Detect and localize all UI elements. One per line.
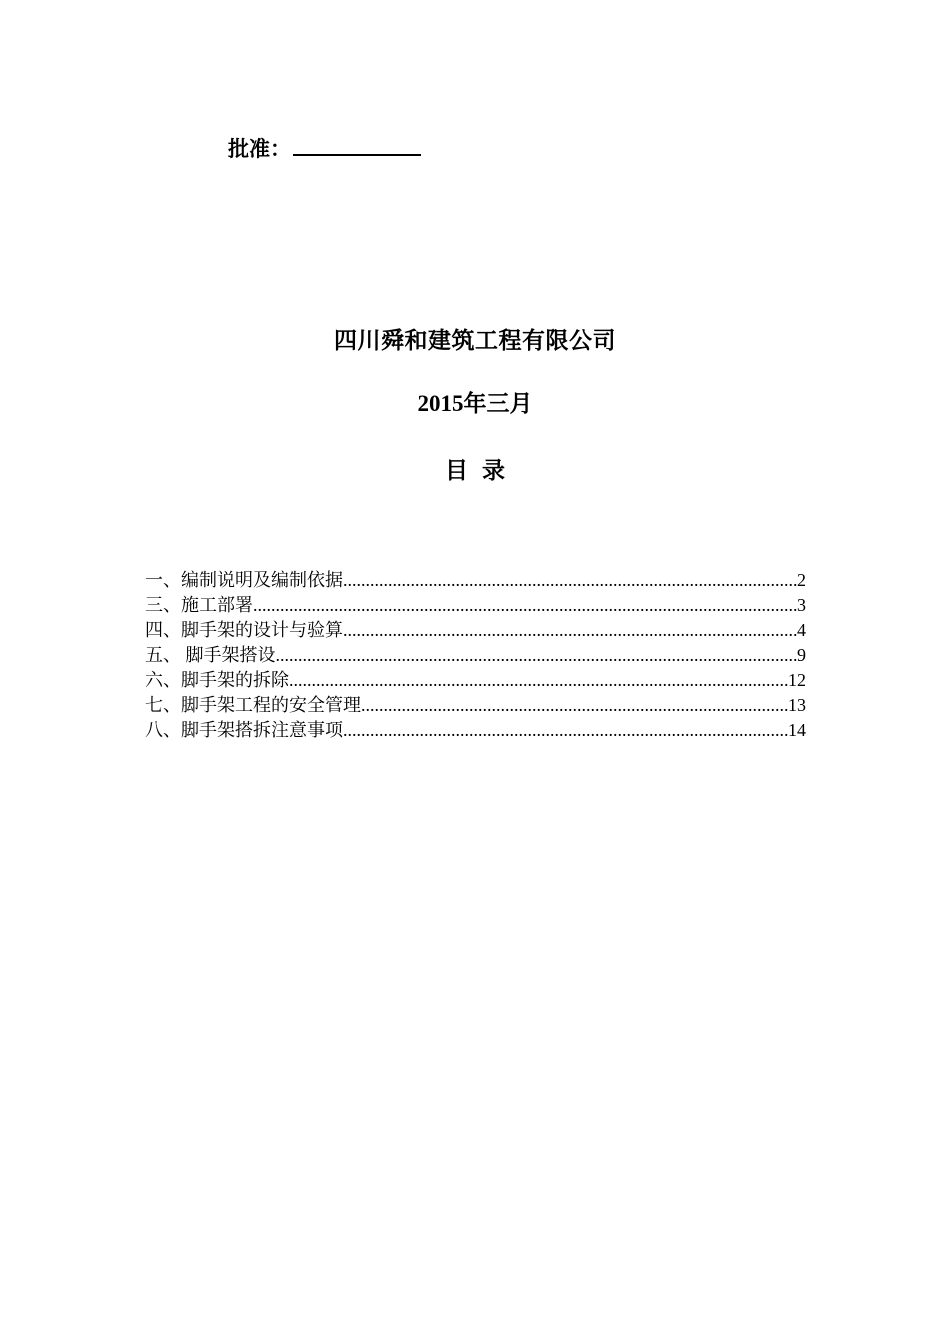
toc-entry-page: 14 <box>788 720 806 740</box>
toc-entry-page: 12 <box>788 670 806 690</box>
approval-label: 批准： <box>228 137 291 161</box>
toc-dot-leader <box>253 593 797 618</box>
toc-title: 目录 <box>445 458 519 483</box>
toc-entry[interactable] <box>145 618 806 643</box>
toc-entry-label: 五、 脚手架搭设 <box>145 645 276 665</box>
toc-dot-leader <box>361 693 788 718</box>
toc-dot-leader <box>289 668 788 693</box>
toc-entry[interactable] <box>145 568 806 593</box>
toc-entry-page: 9 <box>797 645 806 665</box>
document-date: 2015年三月 <box>417 391 533 416</box>
toc-dot-leader <box>343 718 788 743</box>
table-of-contents <box>145 568 806 743</box>
toc-entry[interactable] <box>145 668 806 693</box>
toc-entry-label: 七、脚手架工程的安全管理 <box>145 695 361 715</box>
toc-entry[interactable] <box>145 643 806 668</box>
toc-entry[interactable] <box>145 593 806 618</box>
toc-dot-leader <box>343 568 797 593</box>
toc-entry-label: 四、脚手架的设计与验算 <box>145 620 343 640</box>
toc-entry-page: 2 <box>797 570 806 590</box>
toc-entry-label: 一、编制说明及编制依据 <box>145 570 343 590</box>
toc-entry[interactable] <box>145 718 806 743</box>
approval-field <box>228 132 421 163</box>
toc-entry[interactable] <box>145 693 806 718</box>
company-name: 四川舜和建筑工程有限公司 <box>334 328 616 353</box>
toc-dot-leader <box>276 643 798 668</box>
approval-signature-line <box>293 132 421 156</box>
toc-entry-label: 三、施工部署 <box>145 595 253 615</box>
toc-entry-page: 3 <box>797 595 806 615</box>
toc-dot-leader <box>343 618 797 643</box>
toc-entry-page: 13 <box>788 695 806 715</box>
toc-entry-page: 4 <box>797 620 806 640</box>
toc-entry-label: 八、脚手架搭拆注意事项 <box>145 720 343 740</box>
toc-entry-label: 六、脚手架的拆除 <box>145 670 289 690</box>
